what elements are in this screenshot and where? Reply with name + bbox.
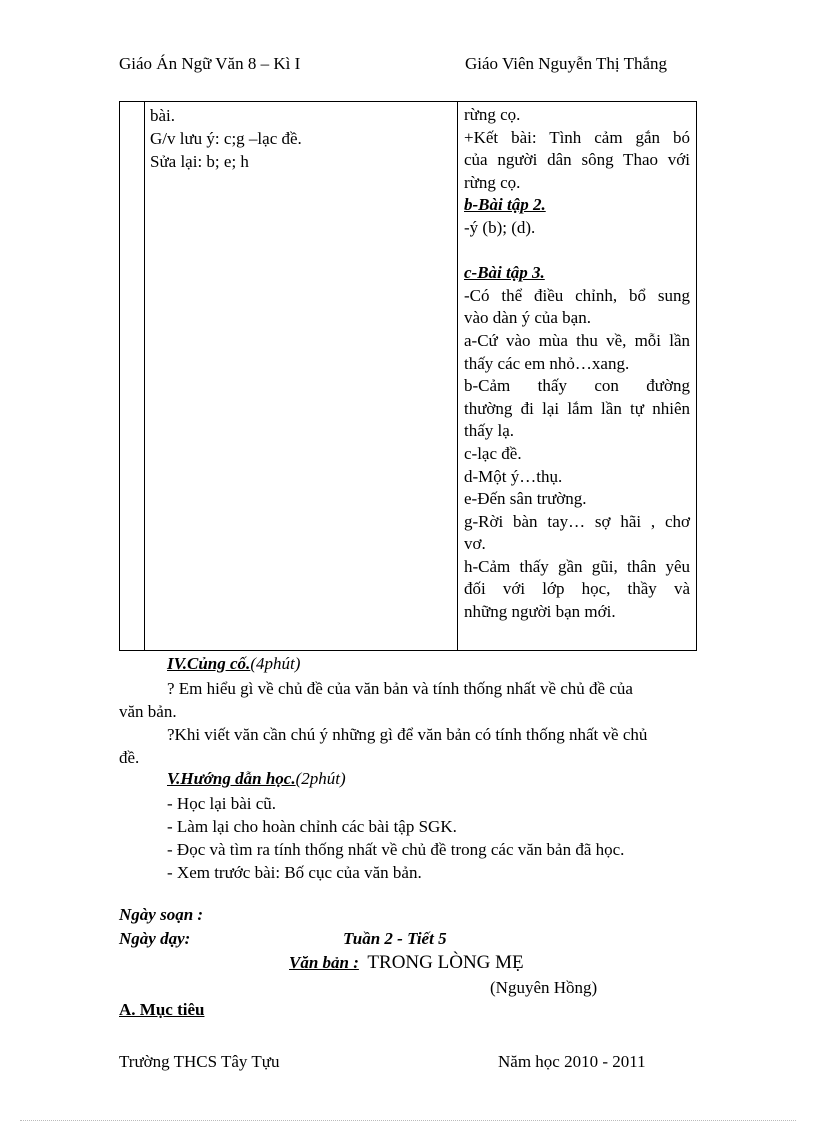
- content-line: b-Cảm thấy con đường: [464, 376, 690, 396]
- question-1-line-2: văn bản.: [119, 702, 177, 721]
- content-line: thường đi lại lắm lần tự nhiên: [464, 398, 690, 418]
- content-line: +Kết bài: Tình cảm gắn bó: [464, 127, 690, 147]
- exercise-heading: b-Bài tập 2.: [464, 195, 546, 215]
- section-5-time: (2phút): [295, 769, 346, 788]
- content-line: a-Cứ vào mùa thu về, mỗi lần: [464, 330, 690, 350]
- content-line: c-lạc đề.: [464, 443, 522, 463]
- teacher-line: bài.: [150, 106, 176, 125]
- content-line: thấy lạ.: [464, 421, 515, 441]
- content-line: vào dàn ý của bạn.: [464, 308, 591, 328]
- content-line: [464, 240, 690, 263]
- teacher-line: Sửa lại: b; e; h: [150, 152, 249, 171]
- week-period: Tuần 2 - Tiết 5: [343, 929, 447, 948]
- text-title-line: [289, 952, 524, 974]
- teacher-line: G/v lưu ý: c;g –lạc đề.: [150, 129, 302, 148]
- text-label: Văn bản :: [289, 953, 359, 972]
- content-line: rừng cọ.: [464, 172, 521, 192]
- footer-school: Trường THCS Tây Tựu: [119, 1052, 280, 1071]
- preparation-date-label: Ngày soạn :: [119, 905, 204, 924]
- table-content-column: [464, 104, 690, 624]
- content-line: thấy các em nhỏ…xang.: [464, 353, 630, 373]
- content-line: vơ.: [464, 534, 486, 554]
- text-title: TRONG LÒNG MẸ: [367, 952, 524, 973]
- section-4-heading: [167, 654, 300, 674]
- section-4-time: (4phút): [250, 654, 301, 673]
- table-teacher-column: [150, 104, 302, 173]
- table-divider-1: [144, 102, 145, 650]
- content-line: -ý (b); (d).: [464, 217, 536, 237]
- question-1-line-1: ? Em hiểu gì về chủ đề của văn bản và tính thống nhất về chủ đề của: [167, 679, 633, 698]
- author-name: (Nguyên Hồng): [490, 978, 598, 997]
- content-line: h-Cảm thấy gần gũi, thân yêu: [464, 556, 690, 576]
- homework-item: - Học lại bài cũ.: [167, 794, 277, 813]
- page-bottom-divider: [20, 1120, 796, 1121]
- content-line: đối với lớp học, thầy và: [464, 579, 690, 599]
- section-4-title: IV.Củng cố.: [167, 654, 251, 673]
- content-line: rừng cọ.: [464, 105, 521, 124]
- homework-item: - Đọc và tìm ra tính thống nhất về chủ đề trong các văn bản đã học.: [167, 840, 625, 859]
- header-left: Giáo Án Ngữ Văn 8 – Kì I: [119, 54, 301, 73]
- content-line: g-Rời bàn tay… sợ hãi , chơ: [464, 511, 690, 531]
- table-divider-2: [457, 102, 458, 650]
- header-right: Giáo Viên Nguyễn Thị Thắng: [465, 54, 668, 73]
- exercise-heading: c-Bài tập 3.: [464, 263, 545, 283]
- content-line: của người dân sông Thao với: [464, 150, 690, 170]
- section-5-title: V.Hướng dẫn học.: [167, 769, 296, 788]
- homework-item: - Làm lại cho hoàn chỉnh các bài tập SGK.: [167, 817, 457, 836]
- lesson-table: [119, 101, 697, 651]
- homework-item: - Xem trước bài: Bố cục của văn bản.: [167, 863, 422, 882]
- question-2-line-1: ?Khi viết văn cần chú ý những gì để văn bản có tính thống nhất về chủ: [167, 725, 648, 744]
- question-2-line-2: đề.: [119, 748, 140, 767]
- objectives-heading: A. Mục tiêu: [119, 1000, 205, 1019]
- section-5-heading: [167, 769, 346, 789]
- content-line: d-Một ý…thụ.: [464, 466, 563, 486]
- content-line: e-Đến sân trường.: [464, 489, 587, 509]
- content-line: -Có thể điều chỉnh, bổ sung: [464, 285, 690, 305]
- footer-school-year: Năm học 2010 - 2011: [498, 1052, 646, 1071]
- content-line: những người bạn mới.: [464, 602, 616, 622]
- teaching-date-label: Ngày dạy:: [119, 929, 191, 948]
